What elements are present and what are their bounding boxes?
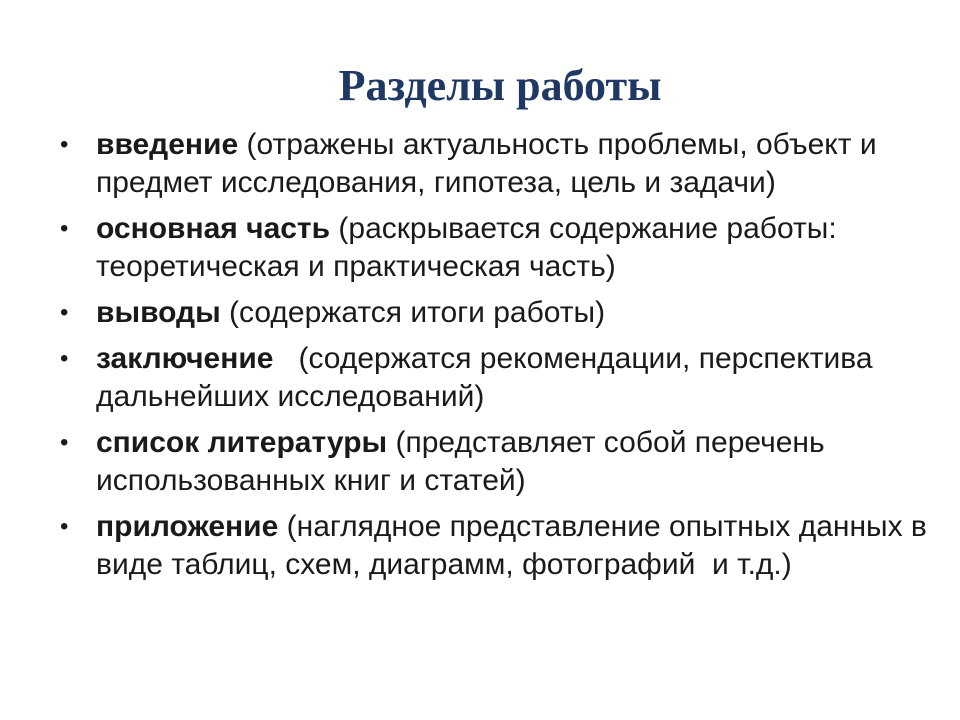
list-item	[60, 210, 940, 286]
item-term: приложение	[96, 510, 279, 543]
item-description: (представляет собой перечень использованных книг и статей)	[96, 426, 825, 497]
sections-list	[60, 126, 940, 592]
bullet-icon: •	[60, 429, 69, 456]
bullet-icon: •	[60, 345, 69, 372]
bullet-icon: •	[60, 131, 69, 158]
item-description: (отражены актуальность проблемы, объект и предмет исследования, гипотеза, цель и задачи)	[96, 128, 877, 199]
list-item	[60, 508, 940, 584]
bullet-icon: •	[60, 299, 69, 326]
item-description: (содержатся итоги работы)	[220, 296, 606, 329]
slide-title: Разделы работы	[338, 61, 662, 110]
list-item	[60, 126, 940, 202]
item-term: выводы	[96, 296, 221, 329]
list-item	[60, 294, 940, 332]
item-description: (раскрывается содержание работы: теоретическая и практическая часть)	[96, 212, 837, 283]
item-term: введение	[96, 128, 239, 161]
item-term: основная часть	[96, 212, 331, 245]
item-term: заключение	[96, 342, 274, 375]
list-item	[60, 424, 940, 500]
item-description: (содержатся рекомендации, перспектива дальнейших исследований)	[96, 342, 881, 413]
bullet-icon: •	[60, 513, 69, 540]
bullet-icon: •	[60, 215, 69, 242]
list-item	[60, 340, 940, 416]
item-term: список литературы	[96, 426, 388, 459]
item-description: (наглядное представление опытных данных в виде таблиц, схем, диаграмм, фотографий и т.д.)	[96, 510, 936, 581]
